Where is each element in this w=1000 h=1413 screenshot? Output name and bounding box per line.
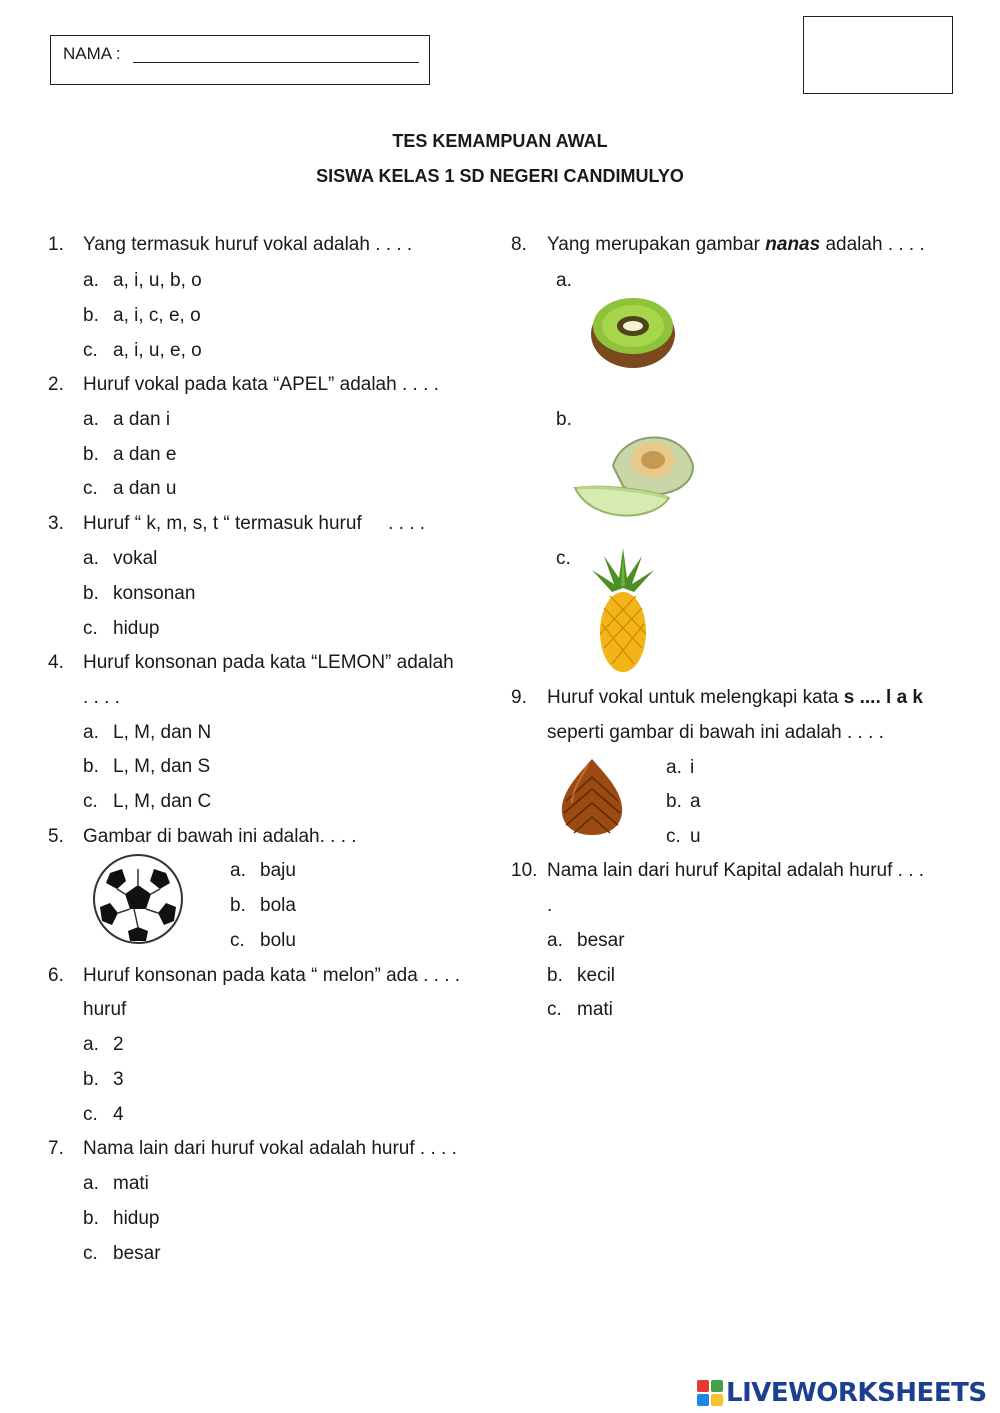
option-c[interactable]: besar (113, 1243, 161, 1264)
question-text-part: Huruf vokal untuk melengkapi kata (547, 687, 844, 708)
option-a[interactable]: besar (577, 930, 625, 951)
question-text: Huruf konsonan pada kata “ melon” ada . . . . (83, 965, 461, 986)
option-letter: c. (83, 791, 98, 812)
option-letter: c. (83, 478, 98, 499)
kiwi-fruit-icon[interactable] (588, 292, 678, 370)
option-b[interactable]: konsonan (113, 583, 196, 604)
option-a[interactable]: a, i, u, b, o (113, 270, 202, 291)
option-letter: a. (83, 1034, 99, 1055)
question-number: 3. (48, 513, 64, 534)
question-text-bold: s .... l a k (843, 687, 923, 708)
question-number: 6. (48, 965, 64, 986)
option-a[interactable]: baju (260, 860, 296, 881)
question-text-cont: . . . . (83, 687, 120, 708)
option-b[interactable]: a (690, 791, 701, 812)
option-c[interactable]: L, M, dan C (113, 791, 212, 812)
liveworksheets-logo[interactable] (697, 1378, 987, 1408)
salak-fruit-icon (558, 757, 626, 837)
option-letter: c. (230, 930, 245, 951)
option-c[interactable]: a dan u (113, 478, 177, 499)
option-b[interactable]: kecil (577, 965, 616, 986)
option-letter: b. (83, 756, 99, 777)
option-a[interactable]: 2 (113, 1034, 124, 1055)
option-b[interactable]: 3 (113, 1069, 124, 1090)
question-text: Nama lain dari huruf Kapital adalah huruf . . . (547, 860, 925, 881)
logo-icon (697, 1380, 723, 1406)
option-letter: a. (83, 409, 99, 430)
option-letter: b. (230, 895, 246, 916)
option-letter: a. (230, 860, 246, 881)
option-a[interactable]: vokal (113, 548, 158, 569)
option-letter: c. (83, 1243, 98, 1264)
option-b[interactable]: b. (556, 409, 572, 430)
option-c[interactable]: 4 (113, 1104, 124, 1125)
option-c[interactable]: c. (556, 548, 571, 569)
option-a[interactable]: mati (113, 1173, 149, 1194)
question-text-cont: seperti gambar di bawah ini adalah . . . . (547, 722, 884, 743)
question-number: 9. (511, 687, 527, 708)
option-letter: a. (83, 1173, 99, 1194)
question-number: 1. (48, 234, 64, 255)
option-c[interactable]: bolu (260, 930, 296, 951)
name-label: NAMA : (63, 44, 121, 63)
option-letter: b. (83, 305, 99, 326)
option-letter: a. (547, 930, 563, 951)
question-text (547, 234, 925, 256)
question-text: Huruf “ k, m, s, t “ termasuk huruf . . . . (83, 513, 426, 534)
question-text-cont: huruf (83, 999, 127, 1020)
option-a[interactable]: a. (556, 270, 572, 291)
option-b[interactable]: hidup (113, 1208, 160, 1229)
option-c[interactable]: mati (577, 999, 613, 1020)
question-text-part: Yang merupakan gambar (547, 234, 766, 255)
option-a[interactable]: a dan i (113, 409, 171, 430)
option-letter: b. (666, 791, 682, 812)
option-letter: b. (83, 583, 99, 604)
option-a[interactable]: i (690, 757, 695, 778)
question-text: Nama lain dari huruf vokal adalah huruf . . . . (83, 1138, 457, 1159)
question-number: 5. (48, 826, 64, 847)
option-c[interactable]: a, i, u, e, o (113, 340, 202, 361)
question-text-emphasis: nanas (765, 234, 821, 255)
question-text: Yang termasuk huruf vokal adalah . . . . (83, 234, 413, 255)
option-b[interactable]: a, i, c, e, o (113, 305, 201, 326)
question-number: 2. (48, 374, 64, 395)
soccer-ball-icon (90, 851, 186, 947)
question-text (547, 687, 923, 709)
option-letter: a. (83, 548, 99, 569)
question-number: 8. (511, 234, 527, 255)
question-text-cont: . (547, 895, 553, 916)
question-text-part: adalah . . . . (820, 234, 925, 255)
option-letter: b. (83, 1208, 99, 1229)
option-letter: b. (83, 1069, 99, 1090)
option-letter: a. (666, 757, 682, 778)
option-letter: b. (83, 444, 99, 465)
question-text: Huruf vokal pada kata “APEL” adalah . . . . (83, 374, 439, 395)
name-box[interactable] (50, 35, 430, 85)
option-c[interactable]: hidup (113, 618, 160, 639)
option-a[interactable]: L, M, dan N (113, 722, 212, 743)
option-letter: c. (83, 340, 98, 361)
logo-text: LIVEWORKSHEETS (726, 1378, 987, 1408)
question-number: 7. (48, 1138, 64, 1159)
option-c[interactable]: u (690, 826, 701, 847)
option-b[interactable]: a dan e (113, 444, 177, 465)
option-letter: b. (547, 965, 563, 986)
melon-fruit-icon[interactable] (573, 426, 697, 524)
option-letter: c. (83, 1104, 98, 1125)
question-text: Gambar di bawah ini adalah. . . . (83, 826, 357, 847)
option-letter: c. (83, 618, 98, 639)
option-b[interactable]: bola (260, 895, 296, 916)
question-text: Huruf konsonan pada kata “LEMON” adalah (83, 652, 454, 673)
question-number: 10. (511, 860, 538, 881)
page-subtitle: SISWA KELAS 1 SD NEGERI CANDIMULYO (316, 166, 684, 186)
option-letter: c. (547, 999, 562, 1020)
question-number: 4. (48, 652, 64, 673)
pineapple-fruit-icon[interactable] (590, 548, 656, 674)
option-letter: a. (83, 722, 99, 743)
name-line (133, 62, 419, 63)
score-box (803, 16, 953, 94)
option-letter: a. (83, 270, 99, 291)
page-title: TES KEMAMPUAN AWAL (392, 131, 608, 151)
option-letter: c. (666, 826, 681, 847)
option-b[interactable]: L, M, dan S (113, 756, 211, 777)
